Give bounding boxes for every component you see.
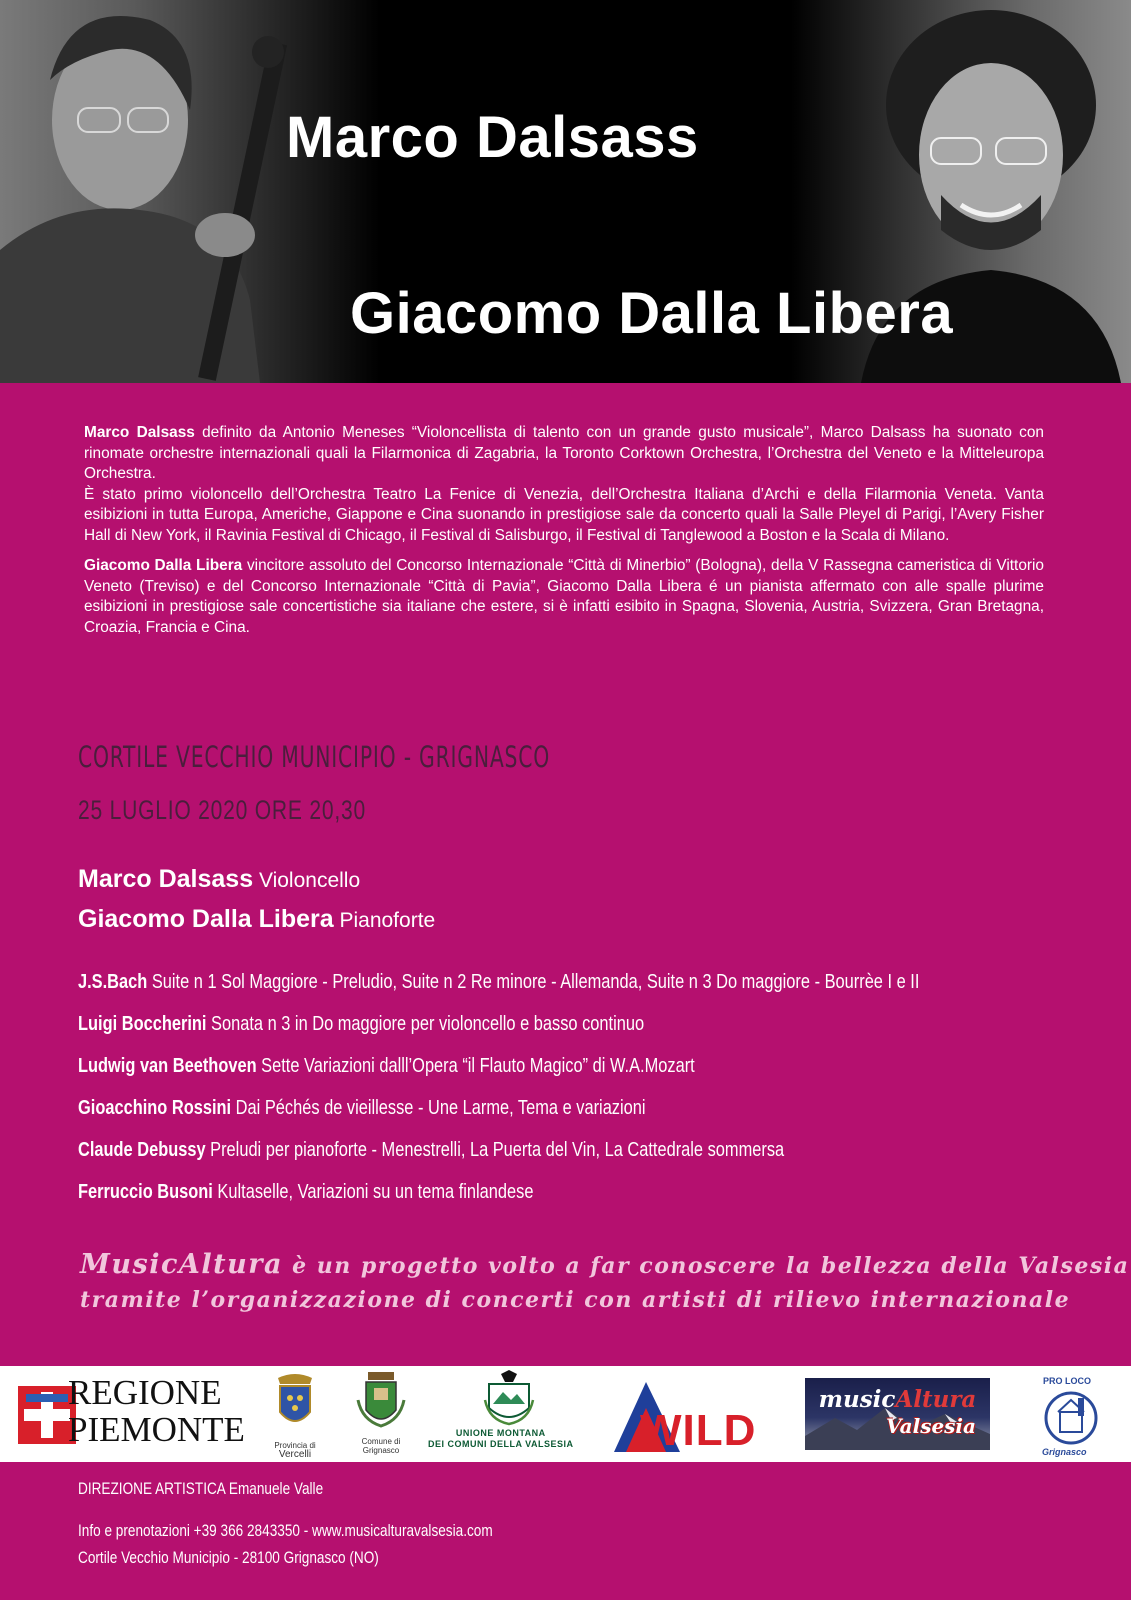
unione-montana-emblem-icon <box>483 1370 535 1426</box>
valsesia-wordmark: Valsesia <box>885 1414 976 1438</box>
sponsor-logo-strip <box>0 1366 1131 1462</box>
performer-line-2 <box>78 905 435 934</box>
tagline-line-2: tramite l’organizzazione di concerti con artisti di rilievo internazionale <box>80 1287 1071 1313</box>
header-banner <box>0 0 1131 383</box>
provincia-vercelli-logo <box>270 1372 320 1459</box>
bio-paragraph-1 <box>84 423 1044 485</box>
event-venue: CORTILE VECCHIO MUNICIPIO - GRIGNASCO <box>78 740 551 774</box>
performer-line-1 <box>78 865 360 894</box>
bio-paragraph-3 <box>84 556 1044 638</box>
performer-instrument: Pianoforte <box>333 909 436 932</box>
performer-name: Marco Dalsass <box>78 865 254 893</box>
project-tagline <box>80 1248 1129 1317</box>
regione-line-1: REGIONE <box>68 1373 222 1412</box>
program-composer: Claude Debussy <box>78 1139 206 1161</box>
event-date: 25 LUGLIO 2020 ORE 20,30 <box>78 795 366 825</box>
wild-text: WILD <box>640 1406 757 1455</box>
program-item <box>78 1136 919 1178</box>
proloco-bottom-text: Grignasco <box>1042 1447 1087 1457</box>
bio-paragraph-2: È stato primo violoncello dell’Orchestra Teatro La Fenice di Venezia, dell’Orchestra Italiana d’Archi e della Filarmonia Veneta. Vanta esibizioni in tutta Europa, Americhe, Giappone e Cina suonando in prestigiose sale da concerto quali la Salle Pleyel di Parigi, l’Avery Fisher Hall di New York, il Ravinia Festival di Chicago, il Festival di Salisburgo, il Festival di Tanglewood a Boston e la Scala di Milano. <box>84 485 1044 544</box>
bio-text-3: vincitore assoluto del Concorso Internazionale “Città di Minerbio” (Bologna), della V Rassegna cameristica di Vittorio Veneto (Treviso) e del Concorso Internazionale “Città di Pavia”, Giacomo Dalla Libera é un pianista affermato con alle spalle plurime esibizioni in prestigiose sale concertistiche sia italiane che estere, si è infatti esibito in Spagna, Slovenia, Austria, Svizzera, Gran Bretagna, Croazia, Francia e Cina. <box>84 557 1044 636</box>
grignasco-coat-of-arms-icon <box>352 1370 410 1432</box>
unione-montana-text <box>428 1428 574 1450</box>
regione-line-2: PIEMONTE <box>68 1410 245 1449</box>
proloco-church-icon <box>1042 1390 1100 1446</box>
bio-name-1: Marco Dalsass <box>84 424 195 441</box>
vercelli-coat-of-arms-icon <box>270 1372 320 1436</box>
musicaltura-wordmark-a: music <box>818 1386 896 1413</box>
unione-montana-logo <box>483 1370 535 1431</box>
program-work: Preludi per pianoforte - Menestrelli, La Puerta del Vin, La Cattedrale sommersa <box>205 1139 785 1161</box>
bio-text-1: definito da Antonio Meneses “Violoncellista di talento con un grande gusto musicale”, Marco Dalsass ha suonato con rinomate orchestre internazionali quali la Filarmonica di Zagabria, la Toronto Corktown Orchestra, l’Orchestra del Veneto e la Mitteleuropa Orchestra. <box>84 424 1044 482</box>
program-composer: Ferruccio Busoni <box>78 1181 213 1203</box>
grignasco-caption <box>352 1437 410 1455</box>
program-work: Suite n 1 Sol Maggiore - Preludio, Suite n 2 Re minore - Allemanda, Suite n 3 Do maggiore - Bourrèe I e II <box>147 971 920 993</box>
program-work: Sette Variazioni dalll’Opera “il Flauto Magico” di W.A.Mozart <box>256 1055 695 1077</box>
cellist-photo <box>0 0 380 383</box>
bio-name-2: Giacomo Dalla Libera <box>84 557 243 574</box>
performer-name: Giacomo Dalla Libera <box>78 905 334 933</box>
venue-address: Cortile Vecchio Municipio - 28100 Grignasco (NO) <box>78 1548 379 1567</box>
booking-info: Info e prenotazioni +39 366 2843350 - www.musicalturavalsesia.com <box>78 1521 493 1540</box>
performer-instrument: Violoncello <box>253 869 361 892</box>
grignasco-caption-line-1: Comune di <box>361 1437 401 1446</box>
header-performer-1: Marco Dalsass <box>286 105 699 170</box>
comune-grignasco-logo <box>352 1370 410 1455</box>
proloco-grignasco-logo <box>1042 1390 1100 1451</box>
unione-line-1: UNIONE MONTANA <box>455 1428 546 1438</box>
program-work: Sonata n 3 in Do maggiore per violoncello e basso continuo <box>206 1013 645 1035</box>
biography <box>84 423 1044 638</box>
vercelli-caption-line-1: Provincia di <box>274 1441 316 1450</box>
musicaltura-wordmark-b: Altura <box>895 1386 977 1413</box>
concert-program <box>78 968 1104 1220</box>
unione-line-2: DEI COMUNI DELLA VALSESIA <box>428 1439 574 1449</box>
regione-piemonte-text <box>68 1374 245 1448</box>
tagline-line-1 <box>80 1248 1129 1283</box>
program-work: Kultaselle, Variazioni su un tema finlandese <box>212 1181 534 1203</box>
program-composer: J.S.Bach <box>78 971 148 993</box>
program-item <box>78 968 919 1010</box>
program-item <box>78 1052 919 1094</box>
musicaltura-valsesia-logo <box>805 1378 990 1450</box>
tagline-brand: MusicAltura <box>80 1249 283 1280</box>
musicaltura-wordmark <box>805 1386 990 1413</box>
program-composer: Ludwig van Beethoven <box>78 1055 257 1077</box>
artistic-direction: DIREZIONE ARTISTICA Emanuele Valle <box>78 1479 324 1498</box>
program-item <box>78 1010 919 1052</box>
program-work: Dai Péchés de vieillesse - Une Larme, Tema e variazioni <box>231 1097 646 1119</box>
tagline-text: è un progetto volto a far conoscere la bellezza della Valsesia <box>282 1253 1130 1279</box>
vercelli-caption <box>270 1441 320 1459</box>
program-item <box>78 1094 919 1136</box>
program-composer: Luigi Boccherini <box>78 1013 207 1035</box>
header-performer-2: Giacomo Dalla Libera <box>350 281 954 346</box>
program-composer: Gioacchino Rossini <box>78 1097 232 1119</box>
vercelli-caption-line-2: Vercelli <box>278 1449 312 1460</box>
proloco-top-text: PRO LOCO <box>1043 1376 1092 1386</box>
program-item <box>78 1178 919 1220</box>
grignasco-caption-line-2: Grignasco <box>362 1446 400 1455</box>
